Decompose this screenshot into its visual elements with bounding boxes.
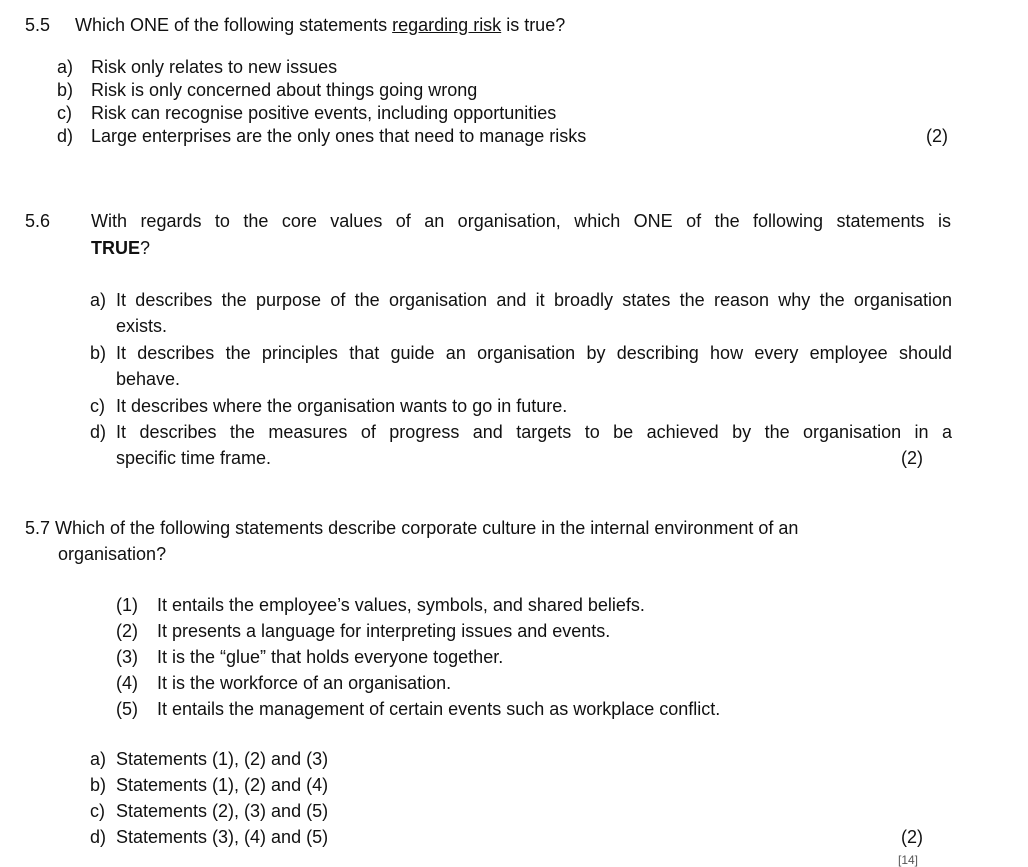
q57-statement-number: (3) bbox=[116, 647, 138, 667]
q56-option-text: It describes the principles that guide an organisation by describing how every employee should bbox=[116, 343, 952, 363]
q57-statement-number: (1) bbox=[116, 595, 138, 615]
q57-option-text: Statements (1), (2) and (3) bbox=[116, 749, 329, 769]
q57-marks: (2) bbox=[901, 827, 923, 847]
q57-question-line2: organisation? bbox=[58, 544, 167, 564]
q55-option-text: Large enterprises are the only ones that need to manage risks bbox=[91, 126, 587, 146]
subtotal-mark-cut: [14] bbox=[898, 853, 919, 867]
q57-statement-text: It entails the employee’s values, symbols, and shared beliefs. bbox=[157, 595, 645, 615]
q55-question bbox=[75, 14, 565, 36]
q55-option-text: Risk is only concerned about things going wrong bbox=[91, 80, 478, 100]
q56-option-text: It describes where the organisation wants to go in future. bbox=[116, 396, 568, 416]
q57-statement-text: It is the “glue” that holds everyone together. bbox=[157, 647, 504, 667]
q55-option-text: Risk can recognise positive events, including opportunities bbox=[91, 103, 557, 123]
q56-true-emphasis: TRUE bbox=[91, 238, 140, 258]
q57-statement-number: (4) bbox=[116, 673, 138, 693]
q56-option-text-cont: exists. bbox=[116, 316, 168, 336]
q56-marks: (2) bbox=[901, 448, 923, 468]
q55-option-letter: c) bbox=[57, 103, 72, 123]
q56-option-letter: d) bbox=[90, 422, 107, 442]
q55-option-letter: a) bbox=[57, 57, 74, 77]
q57-option-text: Statements (2), (3) and (5) bbox=[116, 801, 329, 821]
q55-option-letter: b) bbox=[57, 80, 74, 100]
q57-statement-text: It presents a language for interpreting issues and events. bbox=[157, 621, 611, 641]
q56-option-text-cont: behave. bbox=[116, 369, 181, 389]
q57-option-letter: d) bbox=[90, 827, 107, 847]
q56-number: 5.6 bbox=[25, 211, 51, 231]
q55-option-letter: d) bbox=[57, 126, 74, 146]
q55-option-text: Risk only relates to new issues bbox=[91, 57, 338, 77]
q55-question-end: is true? bbox=[501, 15, 566, 35]
q56-question-mark: ? bbox=[140, 238, 151, 258]
q56-option-letter: a) bbox=[90, 290, 107, 310]
q55-question-text: Which ONE of the following statements bbox=[75, 15, 393, 35]
q55-number: 5.5 bbox=[25, 15, 51, 35]
q57-option-letter: b) bbox=[90, 775, 107, 795]
q55-question-underlined: regarding risk bbox=[392, 15, 502, 35]
q57-option-text: Statements (1), (2) and (4) bbox=[116, 775, 329, 795]
q57-option-letter: c) bbox=[90, 801, 105, 821]
q56-option-text: It describes the measures of progress and targets to be achieved by the organisation in a bbox=[116, 422, 952, 442]
q57-statement-text: It is the workforce of an organisation. bbox=[157, 673, 452, 693]
q56-option-text-cont: specific time frame. bbox=[116, 448, 272, 468]
q56-question-line1: With regards to the core values of an organisation, which ONE of the following statements is bbox=[91, 211, 951, 231]
q57-question-line1: 5.7 Which of the following statements describe corporate culture in the internal environment of an bbox=[25, 518, 799, 538]
q56-option-text: It describes the purpose of the organisation and it broadly states the reason why the organisation bbox=[116, 290, 952, 310]
q55-marks: (2) bbox=[926, 126, 948, 146]
q57-option-letter: a) bbox=[90, 749, 107, 769]
q56-question-line2 bbox=[91, 237, 150, 259]
q56-option-letter: c) bbox=[90, 396, 105, 416]
q57-option-text: Statements (3), (4) and (5) bbox=[116, 827, 329, 847]
q56-option-letter: b) bbox=[90, 343, 107, 363]
q57-statement-number: (2) bbox=[116, 621, 138, 641]
q57-statement-text: It entails the management of certain events such as workplace conflict. bbox=[157, 699, 721, 719]
q57-statement-number: (5) bbox=[116, 699, 138, 719]
